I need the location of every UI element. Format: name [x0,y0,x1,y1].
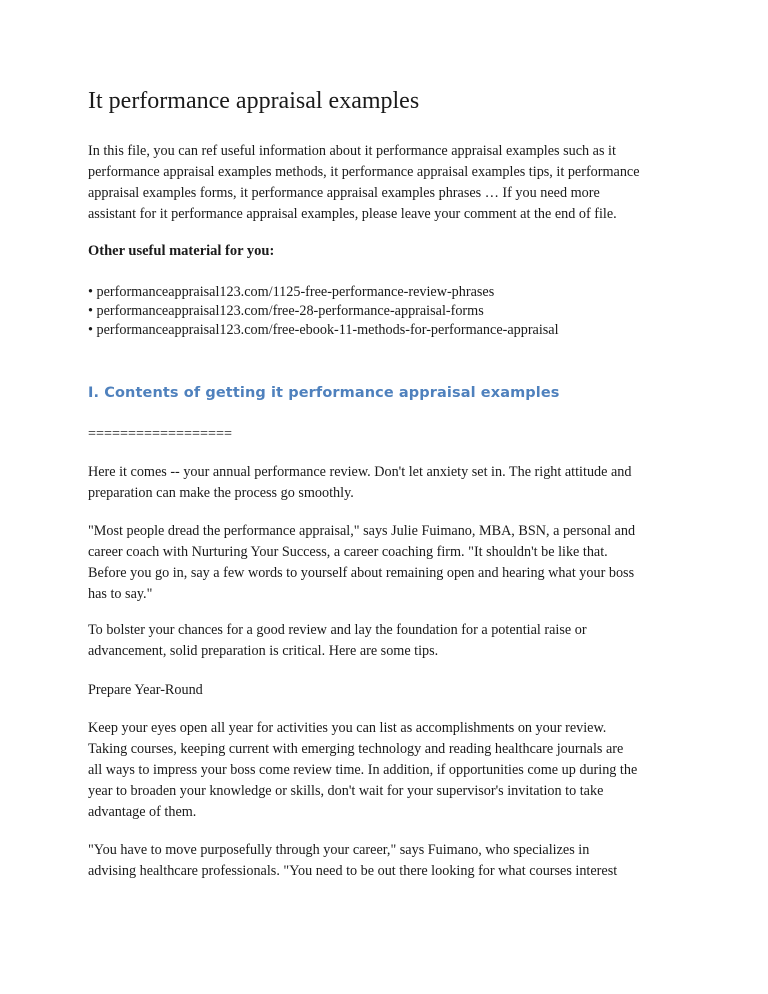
body-paragraph-review [88,462,678,504]
intro-line: performance appraisal examples methods, it performance appraisal examples tips, it performance [88,164,640,180]
paragraph-line: advising healthcare professionals. "You need to be out there looking for what courses interest [88,863,618,879]
intro-line: In this file, you can ref useful information about it performance appraisal examples such as it [88,143,616,159]
paragraph-line: all ways to impress your boss come review time. In addition, if opportunities come up during the [88,762,638,778]
paragraph-line: "Most people dread the performance appraisal," says Julie Fuimano, MBA, BSN, a personal and [88,523,636,539]
intro-line: appraisal examples forms, it performance appraisal examples phrases … If you need more [88,185,600,201]
links-list [88,283,559,340]
paragraph-line: Taking courses, keeping current with emerging technology and reading healthcare journals are [88,741,624,757]
paragraph-line: career coach with Nurturing Your Success, a career coaching firm. "It shouldn't be like that. [88,544,608,560]
paragraph-line: To bolster your chances for a good review and lay the foundation for a potential raise or [88,622,587,638]
paragraph-line: Prepare Year-Round [88,682,203,698]
paragraph-line: Before you go in, say a few words to yourself about remaining open and hearing what your boss [88,565,635,581]
document-title: It performance appraisal examples [88,88,420,114]
paragraph-line: has to say." [88,586,153,602]
link-item-ebook-methods[interactable]: • performanceappraisal123.com/free-ebook-11-methods-for-performance-appraisal [88,322,559,338]
paragraph-line: preparation can make the process go smoothly. [88,485,354,501]
link-item-appraisal-forms[interactable]: • performanceappraisal123.com/free-28-performance-appraisal-forms [88,303,484,319]
paragraph-line: "You have to move purposefully through your career," says Fuimano, who specializes in [88,842,590,858]
body-paragraph-tips [88,620,678,662]
paragraph-line: Here it comes -- your annual performance review. Don't let anxiety set in. The right attitude and [88,464,632,480]
paragraph-line: advancement, solid preparation is critical. Here are some tips. [88,643,439,659]
other-material-heading: Other useful material for you: [88,243,275,259]
intro-line: assistant for it performance appraisal examples, please leave your comment at the end of file. [88,206,617,222]
body-subheading-prepare [88,680,678,701]
paragraph-line: year to broaden your knowledge or skills, don't wait for your supervisor's invitation to take [88,783,604,799]
paragraph-line: advantage of them. [88,804,197,820]
body-paragraph-quote [88,521,678,605]
separator-line: ================== [88,426,233,442]
intro-paragraph [88,141,678,225]
section-heading: I. Contents of getting it performance appraisal examples [88,385,560,401]
body-paragraph-purposefully [88,840,678,882]
link-item-review-phrases[interactable]: • performanceappraisal123.com/1125-free-performance-review-phrases [88,284,495,300]
paragraph-line: Keep your eyes open all year for activities you can list as accomplishments on your review. [88,720,607,736]
body-paragraph-activities [88,718,678,823]
